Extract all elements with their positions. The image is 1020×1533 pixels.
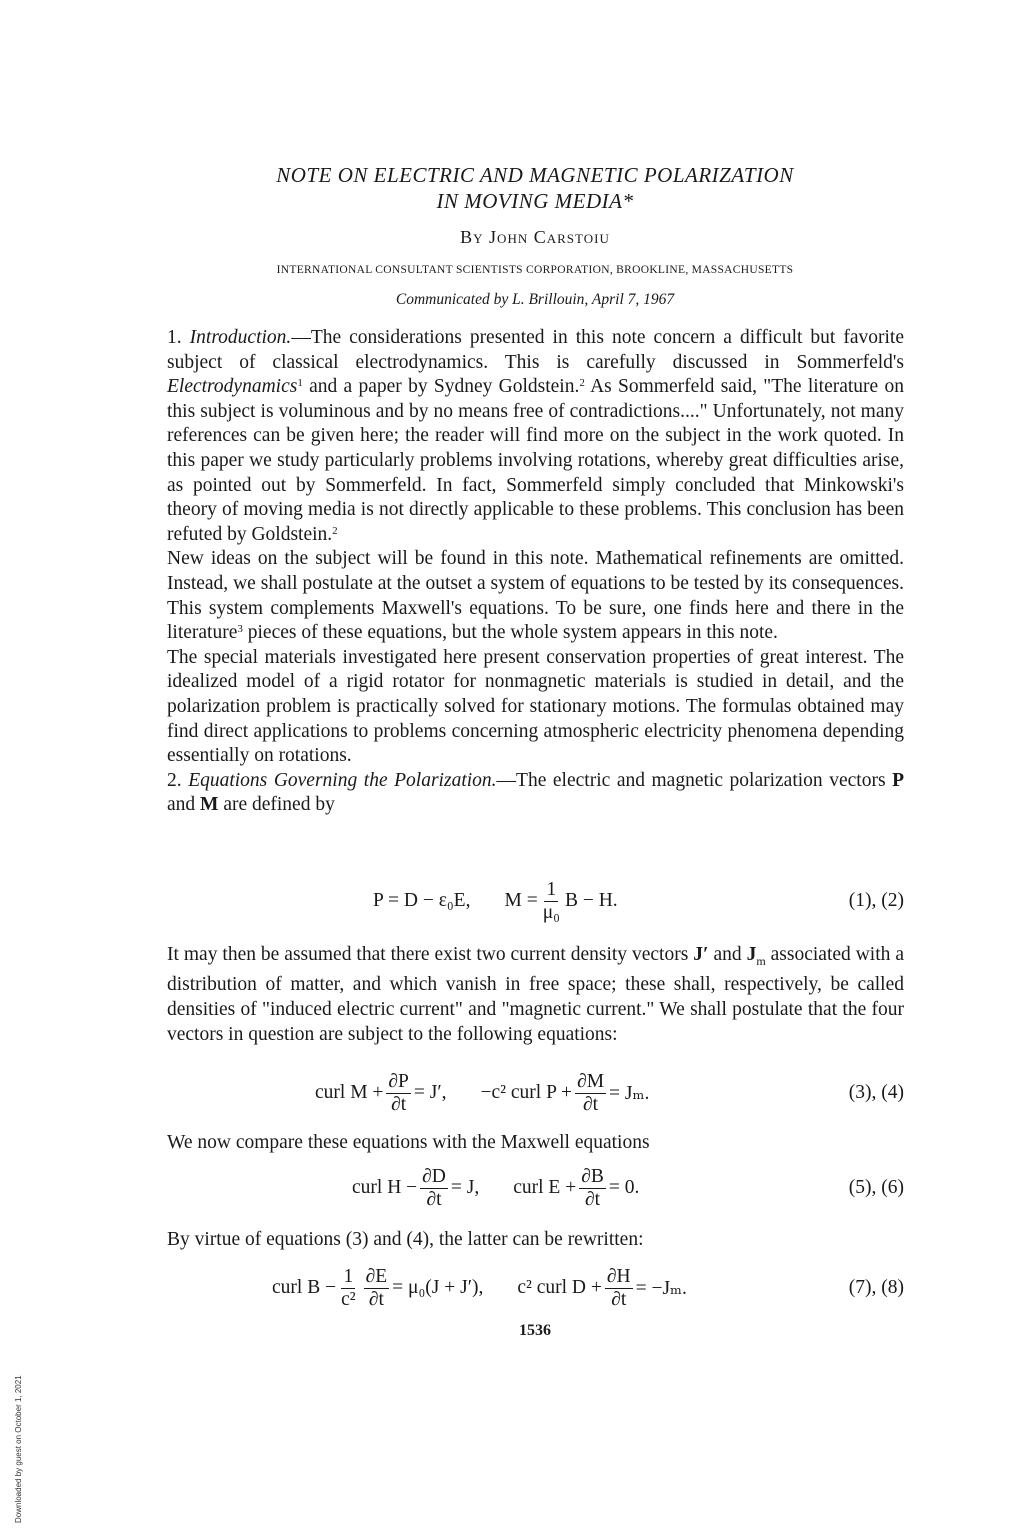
paragraph-current-density: It may then be assumed that there exist two current density vectors J′ and $J_m$ associated with a distribution of matter, and which vanish in free space; these shall, respectively, be called densities of "induced electric current" and "magnetic current." We shall postulate that the four vectors in question are subject to the following equations: [167,944,905,1045]
author-line: By John Carstoiu [460,227,610,247]
paragraph-new-ideas: New ideas on the subject will be found in this note. Mathematical refinements are omitted. Instead, we shall postulate at the outset a system of equations to be tested by its consequences. This system complements Maxwell's equations. To be sure, one finds here and there in the literature$^3$ pieces of these equations, but the whole system appears in this note. [167,548,904,644]
equation-number: (5), (6) [848,1177,904,1198]
communicated-by: Communicated by L. Brillouin, April 7, 1967 [395,291,675,308]
equation-3-4: curl M + $\frac{\partial P}{\partial t}$ = J′, −c² curl P + $\frac{\partial M}{\partial t}$ = Jₘ. (3), (4) [167,1068,904,1118]
equation-5-6: curl H − $\frac{\partial D}{\partial t}$ = J, curl E + $\frac{\partial B}{\partial t}$ = 0. (5), (6) [167,1163,904,1213]
download-side-note: Downloaded by guest on October 1, 2021 [14,1375,23,1523]
paragraph-special-materials: The special materials investigated here present conservation properties of great interest. The idealized model of a rigid rotator for nonmagnetic materials is studied in detail, and the polarization problem is practically solved for stationary motions. The formulas obtained may find direct applications to problems concerning atmospheric electricity phenomena depending essentially on rotations. [167,646,904,767]
affiliation: INTERNATIONAL CONSULTANT SCIENTISTS CORPORATION, BROOKLINE, MASSACHUSETTS [276,264,794,276]
body-text-block-3 [167,1131,904,1156]
equation-number: (3), (4) [848,1082,904,1103]
paper-title-line-2: IN MOVING MEDIA* [436,189,634,213]
page-number: 1536 [519,1322,551,1339]
body-text-block-4 [167,1228,904,1253]
paragraph-introduction: 1. Introduction.—The considerations presented in this note concern a difficult but favorite subject of classical electrodynamics. This is carefully discussed in Sommerfeld's Electrodynamics$^1$ and a paper by Sydney Goldstein.$^2$ As Sommerfeld said, "The literature on this subject is voluminous and by no means free of contradictions...." Unfortunately, not many references can be given here; the reader will find more on the subject in the work quoted. In this paper we study particularly problems involving rotations, whereby great difficulties arise, as pointed out by Sommerfeld. In fact, Sommerfeld simply concluded that Minkowski's theory of moving media is not directly applicable to these problems. This conclusion has been refuted by Goldstein.$^2$ [167,327,905,545]
paper-title-line-1: NOTE ON ELECTRIC AND MAGNETIC POLARIZATION [276,163,794,187]
paragraph-rewritten: By virtue of equations (3) and (4), the latter can be rewritten: [167,1229,644,1250]
body-text-block-1 [167,326,904,818]
equation-number: (1), (2) [848,890,904,911]
paragraph-equations-heading: 2. Equations Governing the Polarization.—The electric and magnetic polarization vectors P and M are defined by [167,769,904,816]
equation-number: (7), (8) [848,1277,904,1298]
paragraph-compare-maxwell: We now compare these equations with the Maxwell equations [167,1132,650,1153]
equation-7-8: curl B − $\frac{1}{\text{c²}}$ $\frac{\partial E}{\partial t}$ = μ₀(J + J′), c² curl D + $\frac{\partial H}{\partial t}$ = −Jₘ. (7), (8) [167,1263,904,1313]
body-text-block-2 [167,943,904,1047]
equation-1-2: P = D − ε₀E, M = $\frac{1}{\text{μ₀}}$ B − H. (1), (2) [167,876,904,926]
